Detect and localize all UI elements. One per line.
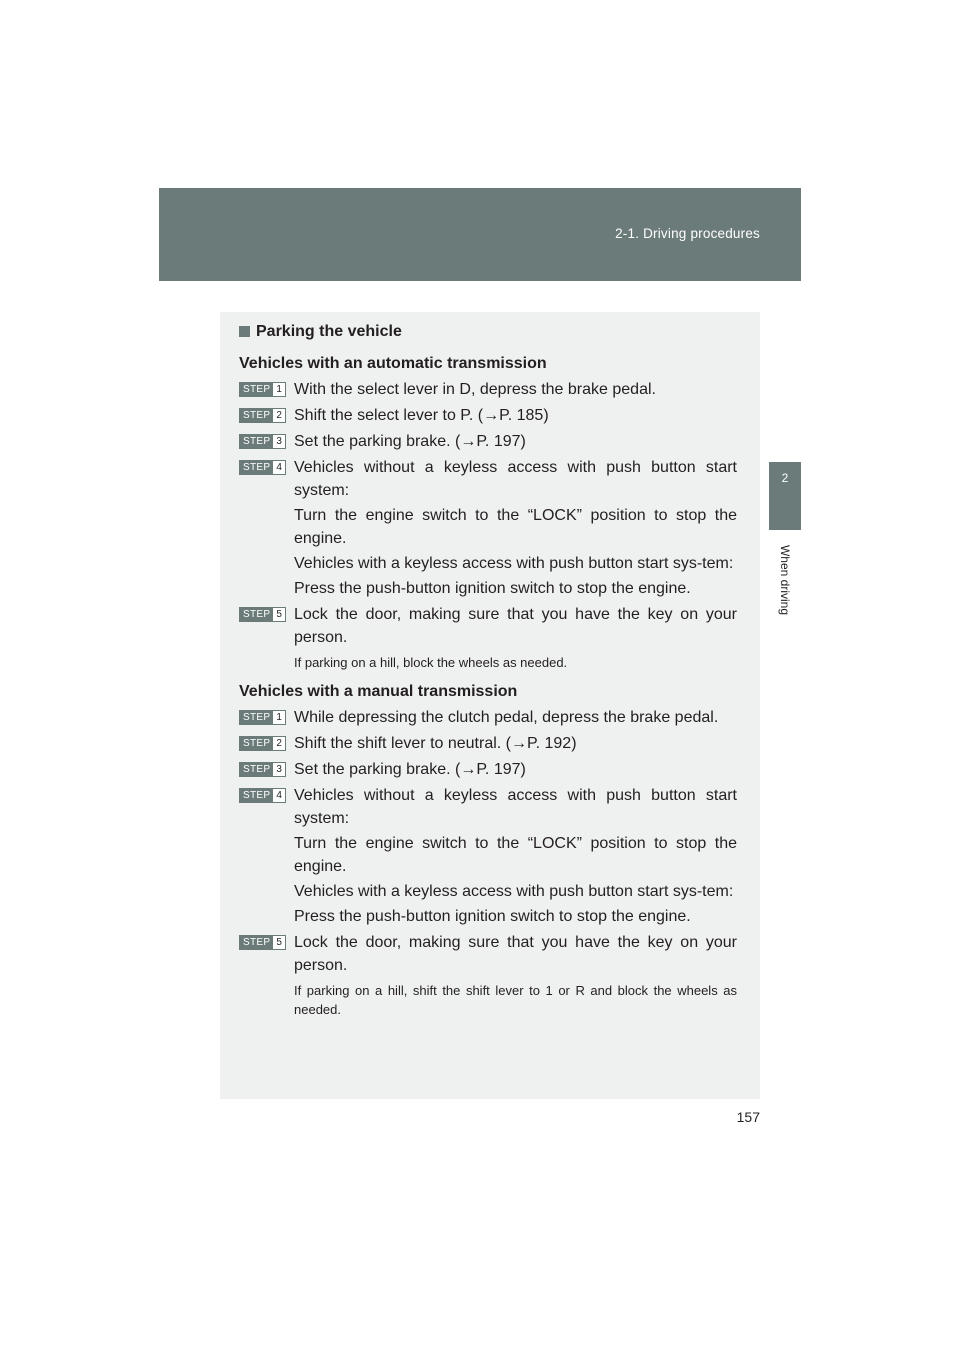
manual-heading: Vehicles with a manual transmission (239, 683, 518, 700)
step-badge-label: STEP (240, 711, 273, 724)
step-item (239, 732, 737, 755)
step-item (239, 456, 737, 600)
automatic-steps (239, 378, 737, 649)
step-text: Shift the shift lever to neutral. (→P. 192) (294, 735, 577, 752)
step-item (239, 404, 737, 427)
step-text: Vehicles without a keyless access with push button start system: (294, 459, 737, 499)
step-text: Press the push-button ignition switch to stop the engine. (294, 908, 691, 925)
content-inner (239, 322, 737, 1019)
step-text: Vehicles with a keyless access with push button start sys-tem: (294, 555, 734, 572)
step-badge-label: STEP (240, 409, 273, 422)
step-text: Vehicles with a keyless access with push button start sys-tem: (294, 883, 734, 900)
step-item (239, 931, 737, 977)
step-text: Set the parking brake. (→P. 197) (294, 761, 526, 778)
chapter-section-title: 2-1. Driving procedures (615, 226, 760, 241)
manual-note: If parking on a hill, shift the shift lever to 1 or R and block the wheels as needed. (294, 983, 737, 1017)
step-badge (239, 434, 286, 449)
content-panel (220, 312, 760, 1099)
step-text: Turn the engine switch to the “LOCK” position to stop the engine. (294, 835, 737, 875)
step-badge-number: 4 (273, 789, 285, 802)
step-text: Lock the door, making sure that you have the key on your person. (294, 606, 737, 646)
step-badge (239, 460, 286, 475)
step-badge-label: STEP (240, 789, 273, 802)
step-badge-number: 5 (273, 608, 285, 621)
automatic-note: If parking on a hill, block the wheels as needed. (294, 655, 568, 670)
step-badge (239, 788, 286, 803)
step-item (239, 603, 737, 649)
step-badge-label: STEP (240, 435, 273, 448)
step-item (239, 706, 737, 729)
step-item (239, 758, 737, 781)
step-badge (239, 762, 286, 777)
step-badge-number: 1 (273, 383, 285, 396)
step-badge-number: 3 (273, 763, 285, 776)
chapter-tab (769, 462, 801, 530)
step-badge (239, 736, 286, 751)
step-badge (239, 408, 286, 423)
chapter-number: 2 (781, 471, 789, 485)
step-item (239, 378, 737, 401)
step-badge-number: 4 (273, 461, 285, 474)
automatic-heading: Vehicles with an automatic transmission (239, 355, 547, 372)
step-badge-number: 1 (273, 711, 285, 724)
step-badge-label: STEP (240, 383, 273, 396)
step-badge (239, 710, 286, 725)
section-title: Parking the vehicle (256, 323, 402, 340)
step-item (239, 430, 737, 453)
step-badge-label: STEP (240, 763, 273, 776)
step-text: Lock the door, making sure that you have the key on your person. (294, 934, 737, 974)
step-badge-number: 2 (273, 409, 285, 422)
step-badge-number: 5 (273, 936, 285, 949)
step-text: While depressing the clutch pedal, depress the brake pedal. (294, 709, 719, 726)
page-number: 157 (736, 1109, 760, 1125)
step-badge (239, 607, 286, 622)
step-badge-number: 2 (273, 737, 285, 750)
square-bullet-icon (239, 326, 250, 337)
step-text: Press the push-button ignition switch to stop the engine. (294, 580, 691, 597)
step-text: Set the parking brake. (→P. 197) (294, 433, 526, 450)
step-badge-label: STEP (240, 936, 273, 949)
step-badge-number: 3 (273, 435, 285, 448)
step-badge-label: STEP (240, 737, 273, 750)
chapter-label: When driving (778, 544, 792, 616)
manual-steps (239, 706, 737, 977)
step-text: Vehicles without a keyless access with push button start system: (294, 787, 737, 827)
section-heading (239, 322, 737, 342)
step-badge (239, 382, 286, 397)
step-text: Turn the engine switch to the “LOCK” position to stop the engine. (294, 507, 737, 547)
step-badge-label: STEP (240, 461, 273, 474)
step-item (239, 784, 737, 928)
step-text: Shift the select lever to P. (→P. 185) (294, 407, 549, 424)
step-text: With the select lever in D, depress the brake pedal. (294, 381, 656, 398)
page-header-band (159, 188, 801, 281)
step-badge-label: STEP (240, 608, 273, 621)
step-badge (239, 935, 286, 950)
